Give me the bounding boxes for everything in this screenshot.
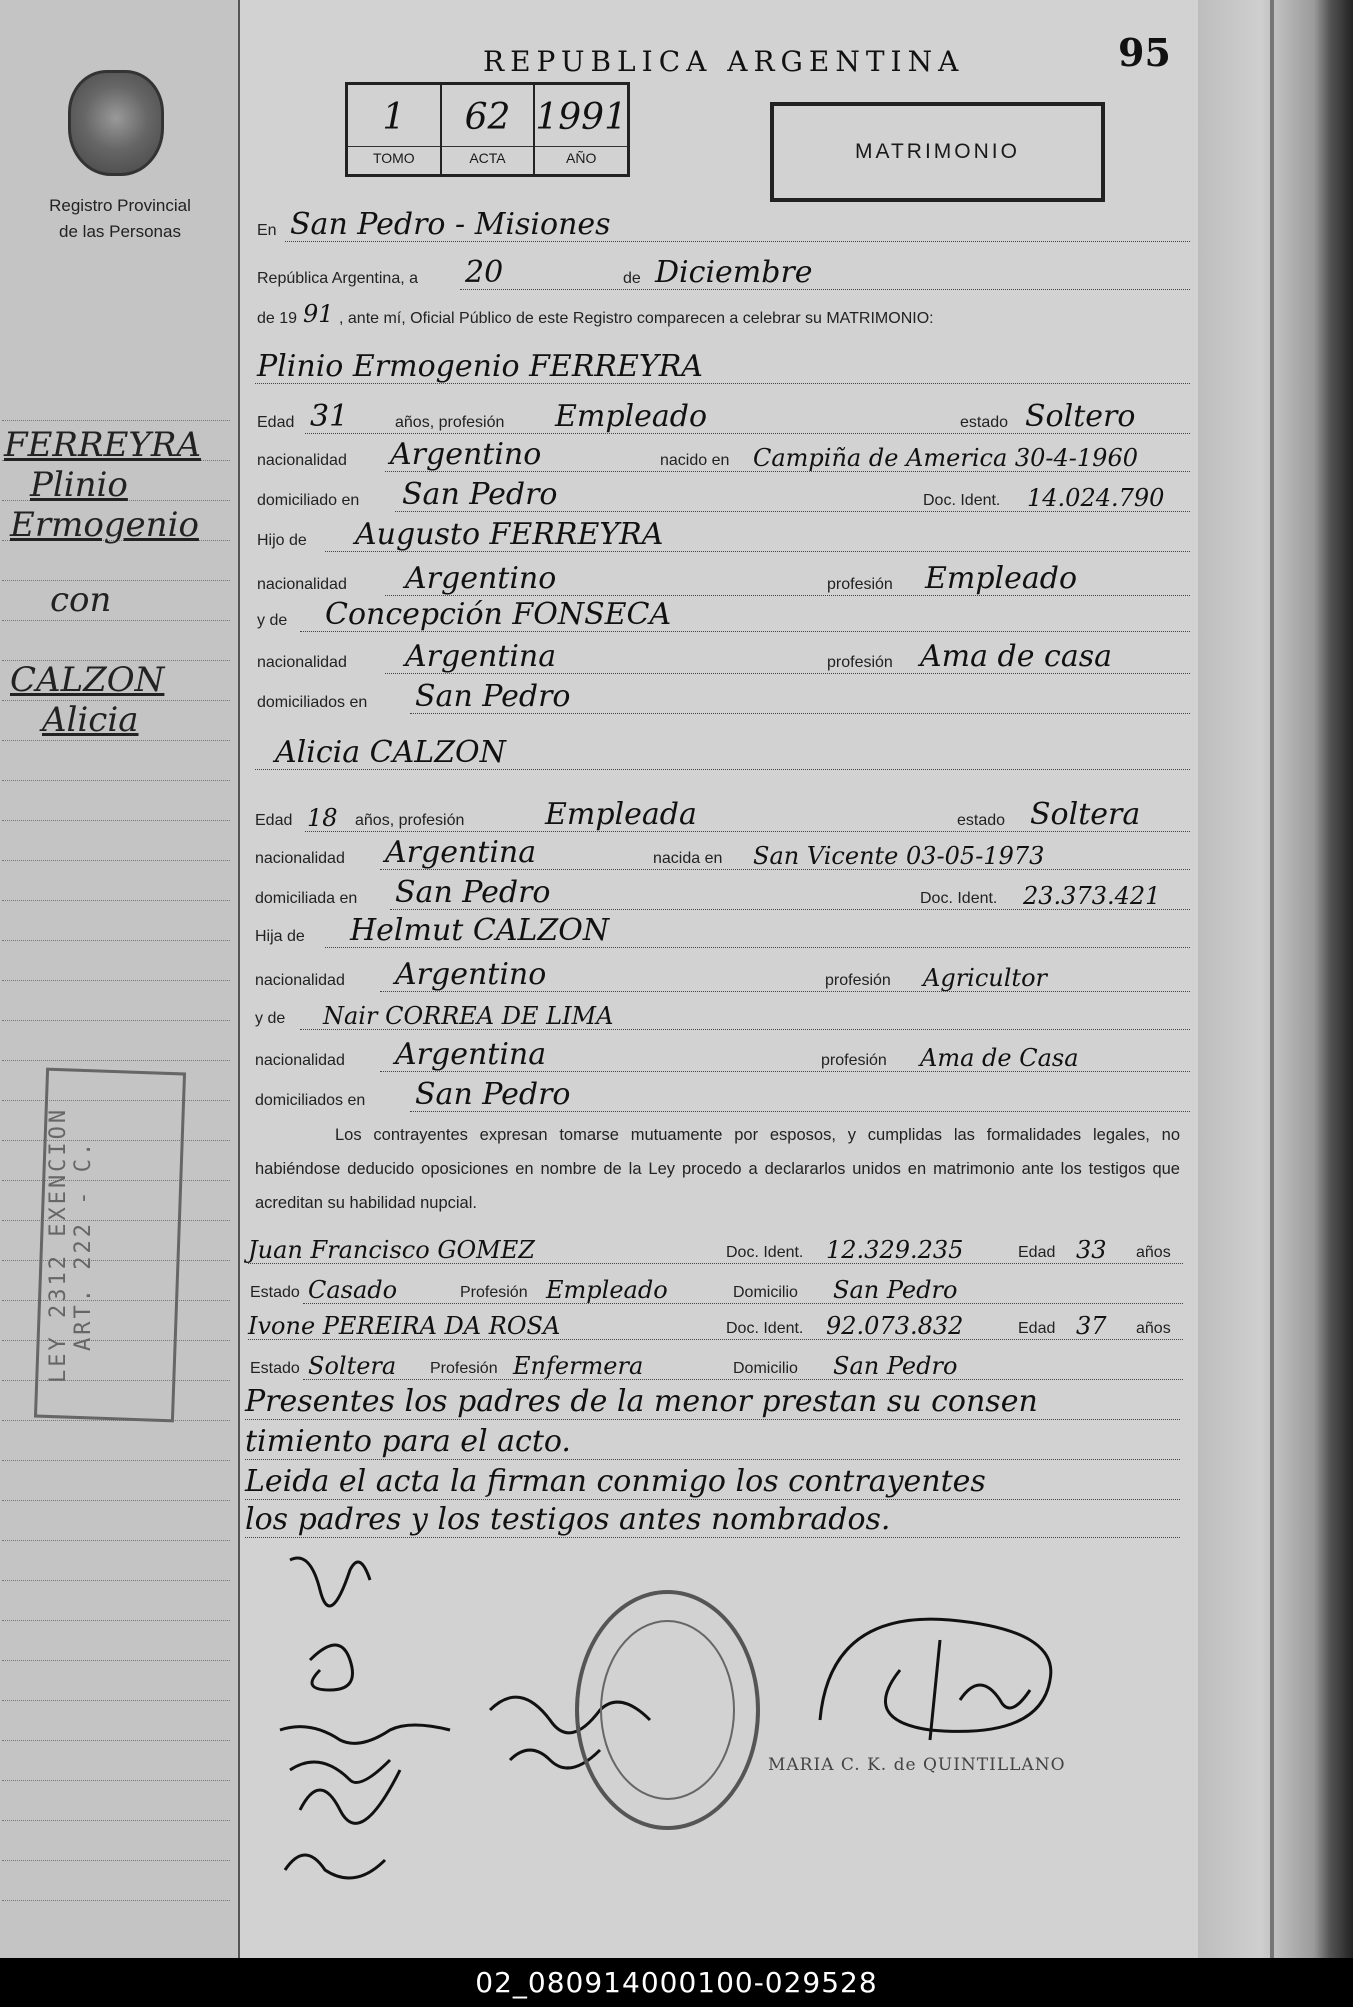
groom-estado-label: estado (960, 414, 1009, 431)
provincial-seal-icon (68, 70, 164, 176)
margin-rule (2, 940, 230, 941)
tomo-value: 1 (382, 97, 406, 138)
witness2-doc-label: Doc. Ident. (726, 1320, 804, 1337)
groom-parents-dom: San Pedro (415, 679, 571, 714)
acta-value: 62 (464, 97, 511, 138)
bride-estado-label: estado (957, 812, 1006, 829)
bride-nac-row (255, 835, 1190, 872)
bride-age-rule (305, 831, 1190, 832)
groom-father-prof: Empleado (925, 561, 1078, 596)
groom-edad: 31 (310, 399, 349, 434)
witness2-anos-label: años (1136, 1320, 1171, 1337)
de-label: de (623, 270, 641, 287)
bride-yde-label: y de (255, 1010, 286, 1027)
bride-doc-label: Doc. Ident. (920, 890, 998, 907)
tomo-cell (348, 85, 442, 174)
bride-profesion-label: años, profesión (355, 812, 465, 829)
groom-parents-dom-row (255, 679, 1190, 716)
witness2-detail-row (248, 1348, 1183, 1382)
groom-mother-row (255, 597, 1190, 634)
groom-yde-label: y de (257, 612, 288, 629)
witness1-estado: Casado (308, 1276, 398, 1304)
acta-label: ACTA (442, 146, 534, 166)
bride-father-nac-row (255, 957, 1190, 994)
groom-father-nac-row (255, 561, 1190, 598)
witness1-domicilio-label: Domicilio (733, 1284, 798, 1301)
groom-father-rule (325, 551, 1190, 552)
bride-name-rule (255, 769, 1190, 770)
bride-name-row (255, 735, 1190, 772)
groom-dom-row (255, 477, 1190, 514)
witness2-profesion-label: Profesión (430, 1360, 498, 1377)
groom-nacido: Campiña de America 30-4-1960 (753, 444, 1138, 472)
acta-cell (442, 85, 536, 174)
witness1-profesion: Empleado (546, 1276, 668, 1304)
margin-rule (2, 1820, 230, 1821)
groom-age-row (255, 399, 1190, 436)
bride-father-prof: Agricultor (923, 964, 1047, 992)
bride-mother-prof: Ama de Casa (920, 1044, 1079, 1072)
margin-firstname-groom: Plinio (30, 465, 128, 505)
groom-dom-label: domiciliado en (257, 492, 360, 509)
groom-dom: San Pedro (402, 477, 558, 512)
margin-column (0, 0, 240, 1958)
groom-mother-prof: Ama de casa (920, 639, 1112, 674)
groom-mother-prof-label: profesión (827, 654, 893, 671)
witness2-estado: Soltera (308, 1352, 397, 1380)
bride-parents-dom-row (255, 1077, 1190, 1114)
groom-estado: Soltero (1025, 399, 1136, 434)
bride-father: Helmut CALZON (350, 913, 610, 948)
tomo-acta-box (345, 82, 630, 177)
place-value: San Pedro - Misiones (290, 207, 611, 242)
margin-rule (2, 740, 230, 741)
month-value: Diciembre (655, 255, 813, 290)
margin-rule (2, 1780, 230, 1781)
margin-rule (2, 580, 230, 581)
groom-name: Plinio Ermogenio FERREYRA (257, 349, 703, 384)
witness1-edad-label: Edad (1018, 1244, 1056, 1261)
margin-rule (2, 1620, 230, 1621)
registry-line-1: Registro Provincial (49, 196, 191, 215)
witness2-detail-rule (303, 1379, 1183, 1380)
note-line: Leida el acta la firman conmigo los contrayentes (245, 1464, 1180, 1500)
bride-parents-dom-rule (410, 1111, 1190, 1112)
official-signature-icon (800, 1600, 1080, 1760)
year-prefix: de 19 (257, 310, 298, 327)
margin-rule (2, 900, 230, 901)
witness1-name: Juan Francisco GOMEZ (248, 1236, 535, 1264)
bride-nacida: San Vicente 03-05-1973 (753, 842, 1045, 870)
groom-father-nac-rule (385, 595, 1190, 596)
note-line: timiento para el acto. (245, 1424, 1180, 1460)
act-type-box: MATRIMONIO (770, 102, 1105, 202)
groom-mother-nac-row (255, 639, 1190, 676)
groom-domiciliados-label: domiciliados en (257, 694, 368, 711)
bride-father-row (255, 913, 1190, 950)
groom-name-rule (255, 383, 1190, 384)
margin-rule (2, 1740, 230, 1741)
official-round-seal-inner (600, 1620, 735, 1800)
bride-father-prof-label: profesión (825, 972, 891, 989)
groom-mother: Concepción FONSECA (325, 597, 672, 632)
groom-age-rule (305, 433, 1190, 434)
note-line: Presentes los padres de la menor prestan su consen (245, 1384, 1180, 1420)
witness1-profesion-label: Profesión (460, 1284, 528, 1301)
witness2-estado-label: Estado (250, 1360, 300, 1377)
registry-line-2: de las Personas (59, 222, 181, 241)
margin-rule (2, 1580, 230, 1581)
bride-mother: Nair CORREA DE LIMA (323, 1002, 614, 1030)
groom-mother-nac: Argentina (405, 639, 557, 674)
margin-rule (2, 1460, 230, 1461)
margin-rule (2, 860, 230, 861)
bride-father-rule (325, 947, 1190, 948)
groom-nac: Argentino (390, 437, 542, 472)
witness2-name: Ivone PEREIRA DA ROSA (248, 1312, 561, 1340)
bride-dom: San Pedro (395, 875, 551, 910)
groom-father-row (255, 517, 1190, 554)
groom-mother-nac-label: nacionalidad (257, 654, 347, 671)
groom-father-nac: Argentino (405, 561, 557, 596)
day-value: 20 (465, 255, 504, 290)
witness1-doc: 12.329.235 (826, 1236, 964, 1264)
bride-mother-prof-label: profesión (821, 1052, 887, 1069)
bride-hija-label: Hija de (255, 928, 305, 945)
groom-father-prof-label: profesión (827, 576, 893, 593)
witness2-profesion: Enfermera (513, 1352, 644, 1380)
book-binding-line (1270, 0, 1274, 1958)
bride-dom-rule (390, 909, 1190, 910)
bride-edad-label: Edad (255, 812, 293, 829)
witness2-rule (248, 1339, 1183, 1340)
witness1-row (248, 1232, 1183, 1266)
margin-rule (2, 620, 230, 621)
groom-doc: 14.024.790 (1027, 484, 1165, 512)
bride-father-nac-rule (380, 991, 1190, 992)
signatures-left-icon (270, 1540, 490, 1900)
bride-mother-rule (300, 1029, 1190, 1030)
groom-nac-row (255, 437, 1190, 474)
book-binding-edge (1198, 0, 1353, 1958)
bride-father-nac: Argentino (395, 957, 547, 992)
bride-mother-nac-label: nacionalidad (255, 1052, 345, 1069)
groom-mother-nac-rule (385, 673, 1190, 674)
groom-nac-label: nacionalidad (257, 452, 347, 469)
margin-rule (2, 1700, 230, 1701)
witness1-doc-label: Doc. Ident. (726, 1244, 804, 1261)
witness2-edad-label: Edad (1018, 1320, 1056, 1337)
margin-rule (2, 1500, 230, 1501)
official-name: MARIA C. K. de QUINTILLANO (768, 1755, 1066, 1775)
place-rule (285, 241, 1190, 242)
bride-mother-row (255, 998, 1190, 1032)
witness2-domicilio-label: Domicilio (733, 1360, 798, 1377)
bride-estado: Soltera (1030, 797, 1141, 832)
groom-nacido-label: nacido en (660, 452, 730, 469)
declaration-text: Los contrayentes expresan tomarse mutuamente por esposos, y cumplidas las formalidades legales, no habiéndose deducido oposiciones en nombre de la Ley procedo a declararlos unidos en matrimonio ante los testigos que acreditan su habilidad nupcial. (255, 1126, 1180, 1212)
year-suffix: 91 (303, 300, 334, 328)
margin-rule (2, 780, 230, 781)
image-id-footer: 02_080914000100-029528 (0, 1958, 1353, 2007)
witness1-domicilio: San Pedro (833, 1276, 958, 1304)
republic-label: República Argentina, a (257, 270, 418, 287)
witness1-anos-label: años (1136, 1244, 1171, 1261)
witness1-detail-row (248, 1272, 1183, 1306)
witness2-doc: 92.073.832 (826, 1312, 964, 1340)
bride-nacida-label: nacida en (653, 850, 723, 867)
witness1-detail-rule (303, 1303, 1183, 1304)
anio-value: 1991 (535, 97, 627, 138)
bride-profesion: Empleada (545, 797, 697, 832)
margin-rule (2, 1660, 230, 1661)
margin-rule (2, 1060, 230, 1061)
groom-name-row (255, 349, 1190, 386)
margin-rule (2, 1860, 230, 1861)
margin-firstname-bride: Alicia (42, 700, 139, 740)
margin-rule (2, 1540, 230, 1541)
bride-dom-label: domiciliada en (255, 890, 358, 907)
intro-row (255, 298, 1190, 332)
margin-rule (2, 820, 230, 821)
margin-rule (2, 1900, 230, 1901)
page-number: 95 (1118, 30, 1171, 75)
bride-nac: Argentina (385, 835, 537, 870)
margin-rule (2, 980, 230, 981)
witness2-row (248, 1308, 1183, 1342)
document-title: REPUBLICA ARGENTINA (483, 45, 965, 78)
bride-nac-rule (380, 869, 1190, 870)
witness2-edad: 37 (1076, 1312, 1107, 1340)
margin-surname-groom: FERREYRA (4, 425, 202, 465)
bride-age-row (255, 797, 1190, 834)
en-label: En (257, 222, 277, 239)
witness1-rule (248, 1263, 1183, 1264)
margin-rule (2, 1020, 230, 1021)
margin-surname-bride: CALZON (10, 660, 165, 700)
intro-text: , ante mí, Oficial Público de este Registro comparecen a celebrar su MATRIMONIO: (339, 310, 934, 327)
anio-cell (535, 85, 627, 174)
groom-dom-rule (395, 511, 1190, 512)
bride-mother-nac-row (255, 1037, 1190, 1074)
groom-hijo-label: Hijo de (257, 532, 307, 549)
groom-edad-label: Edad (257, 414, 295, 431)
bride-name: Alicia CALZON (275, 735, 506, 770)
bride-mother-nac-rule (380, 1071, 1190, 1072)
anio-label: AÑO (535, 146, 627, 166)
bride-dom-row (255, 875, 1190, 912)
date-rule (460, 289, 1190, 290)
place-row (255, 207, 1190, 244)
groom-profesion: Empleado (555, 399, 708, 434)
groom-father: Augusto FERREYRA (355, 517, 664, 552)
tomo-label: TOMO (348, 146, 440, 166)
margin-rule (2, 420, 230, 421)
bride-father-nac-label: nacionalidad (255, 972, 345, 989)
bride-nac-label: nacionalidad (255, 850, 345, 867)
groom-nac-rule (385, 471, 1190, 472)
groom-mother-rule (300, 631, 1190, 632)
witness1-edad: 33 (1076, 1236, 1107, 1264)
margin-middlename-groom: Ermogenio (10, 505, 199, 545)
groom-father-nac-label: nacionalidad (257, 576, 347, 593)
exemption-stamp-text: LEY 2312 EXENCION ART. 222 - C. (46, 1106, 96, 1384)
bride-edad: 18 (307, 804, 338, 832)
note-line: los padres y los testigos antes nombrados. (245, 1502, 1180, 1538)
groom-doc-label: Doc. Ident. (923, 492, 1001, 509)
margin-con: con (50, 580, 112, 620)
witness1-estado-label: Estado (250, 1284, 300, 1301)
bride-doc: 23.373.421 (1023, 882, 1161, 910)
groom-parents-dom-rule (410, 713, 1190, 714)
bride-domiciliados-label: domiciliados en (255, 1092, 366, 1109)
groom-profesion-label: años, profesión (395, 414, 505, 431)
date-row (255, 255, 1190, 292)
bride-mother-nac: Argentina (395, 1037, 547, 1072)
bride-parents-dom: San Pedro (415, 1077, 571, 1112)
witness2-domicilio: San Pedro (833, 1352, 958, 1380)
